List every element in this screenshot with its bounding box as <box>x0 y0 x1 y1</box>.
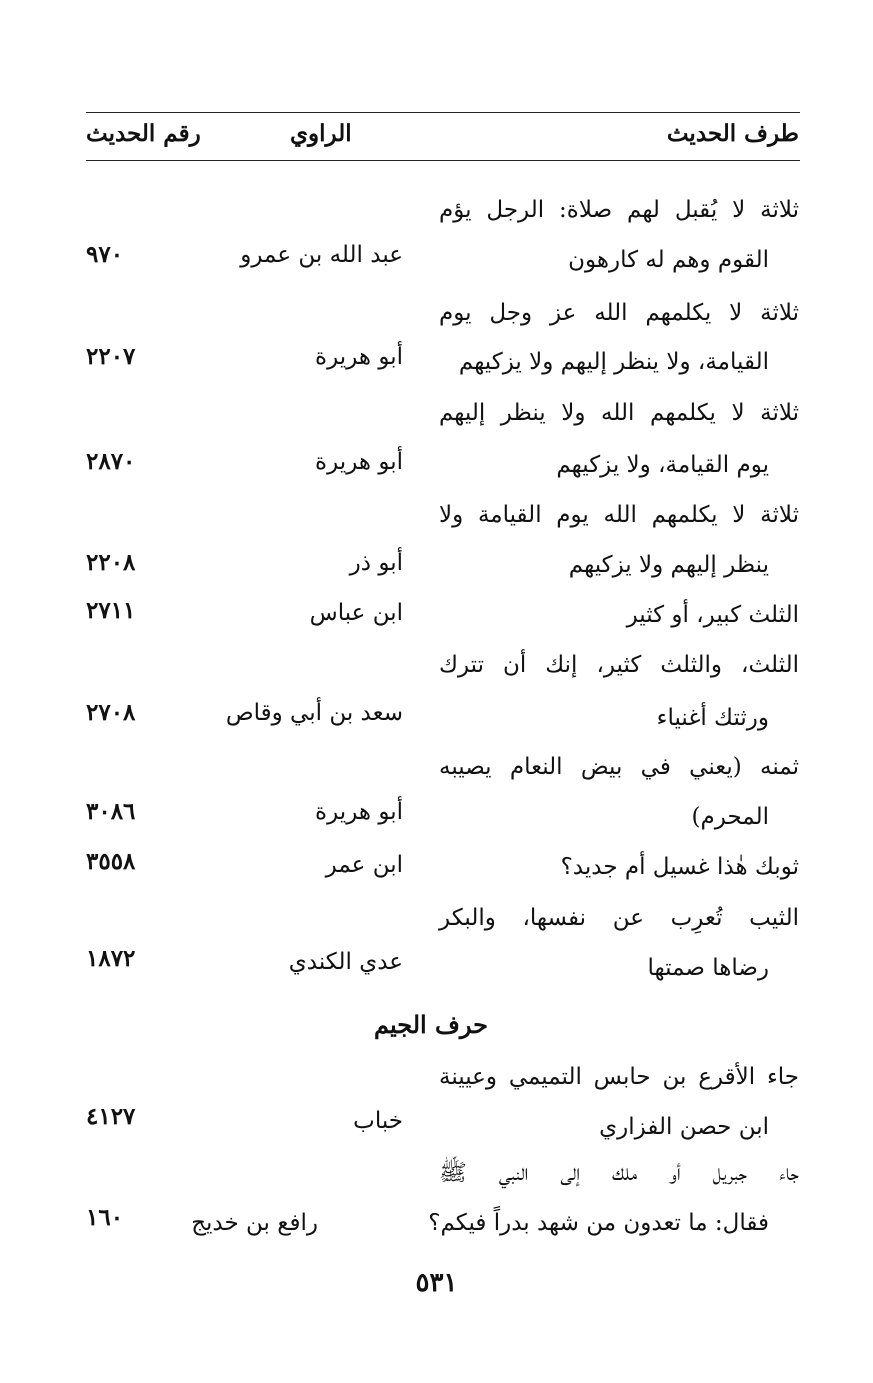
hadith-line: ثلاثة لا يُقبل لهم صلاة: الرجل يؤم <box>439 197 799 223</box>
hadith-line: ينظر إليهم ولا يزكيهم <box>568 552 769 578</box>
narrator: عدي الكندي <box>288 949 403 975</box>
narrator: أبو ذر <box>349 550 403 576</box>
header-rule <box>86 160 800 161</box>
hadith-number: ٢٢٠٧ <box>86 343 136 370</box>
hadith-number: ١٦٠ <box>86 1204 124 1231</box>
hadith-line: الثلث، والثلث كثير، إنك أن تترك <box>439 652 799 678</box>
narrator: أبو هريرة <box>315 449 403 475</box>
hadith-line: ثلاثة لا يكلمهم الله عز وجل يوم <box>439 300 799 326</box>
header-hadith: طرف الحديث <box>666 120 799 147</box>
narrator: رافع بن خديج <box>191 1210 318 1236</box>
hadith-number: ٢٧١١ <box>86 597 136 624</box>
hadith-number: ٢٨٧٠ <box>86 448 136 475</box>
hadith-line: جاء الأقرع بن حابس التميمي وعيينة <box>439 1064 799 1090</box>
narrator: أبو هريرة <box>315 344 403 370</box>
hadith-line: ثوبك هٰذا غسيل أم جديد؟ <box>560 854 799 880</box>
hadith-line: رضاها صمتها <box>647 955 769 981</box>
hadith-line: يوم القيامة، ولا يزكيهم <box>556 452 769 478</box>
hadith-line: ثلاثة لا يكلمهم الله ولا ينظر إليهم <box>439 400 799 426</box>
narrator: سعد بن أبي وقاص <box>225 700 403 726</box>
hadith-number: ١٨٧٢ <box>86 945 136 972</box>
hadith-line: ثمنه (يعني في بيض النعام يصيبه <box>439 754 799 780</box>
narrator: عبد الله بن عمرو <box>240 242 403 268</box>
hadith-line: فقال: ما تعدون من شهد بدراً فيكم؟ <box>428 1210 769 1236</box>
hadith-line: القيامة، ولا ينظر إليهم ولا يزكيهم <box>458 349 769 375</box>
hadith-line: ثلاثة لا يكلمهم الله يوم القيامة ولا <box>439 502 799 528</box>
hadith-line: الثيب تُعرِب عن نفسها، والبكر <box>439 905 799 931</box>
hadith-number: ٤١٢٧ <box>86 1103 136 1130</box>
top-rule <box>86 112 800 113</box>
hadith-number: ٢٧٠٨ <box>86 699 136 726</box>
hadith-line: القوم وهم له كارهون <box>568 247 769 273</box>
narrator: ابن عباس <box>309 600 403 626</box>
hadith-number: ٣٠٨٦ <box>86 798 136 825</box>
hadith-number: ٩٧٠ <box>86 241 124 268</box>
page-number: ٥٣١ <box>415 1268 458 1298</box>
narrator: أبو هريرة <box>315 799 403 825</box>
hadith-line: جاء جبريل أو ملك إلى النبي ﷺ <box>439 1160 799 1186</box>
header-number: رقم الحديث <box>86 120 201 147</box>
narrator: خباب <box>353 1108 403 1134</box>
hadith-line: الثلث كبير، أو كثير <box>626 602 799 628</box>
hadith-line: المحرم) <box>691 804 769 830</box>
header-narrator: الراوي <box>290 120 352 147</box>
hadith-number: ٢٢٠٨ <box>86 549 136 576</box>
narrator: ابن عمر <box>325 852 403 878</box>
hadith-number: ٣٥٥٨ <box>86 848 136 875</box>
hadith-line: ورثتك أغنياء <box>656 705 769 731</box>
hadith-line: ابن حصن الفزاري <box>599 1114 769 1140</box>
section-heading: حرف الجيم <box>374 1010 488 1039</box>
